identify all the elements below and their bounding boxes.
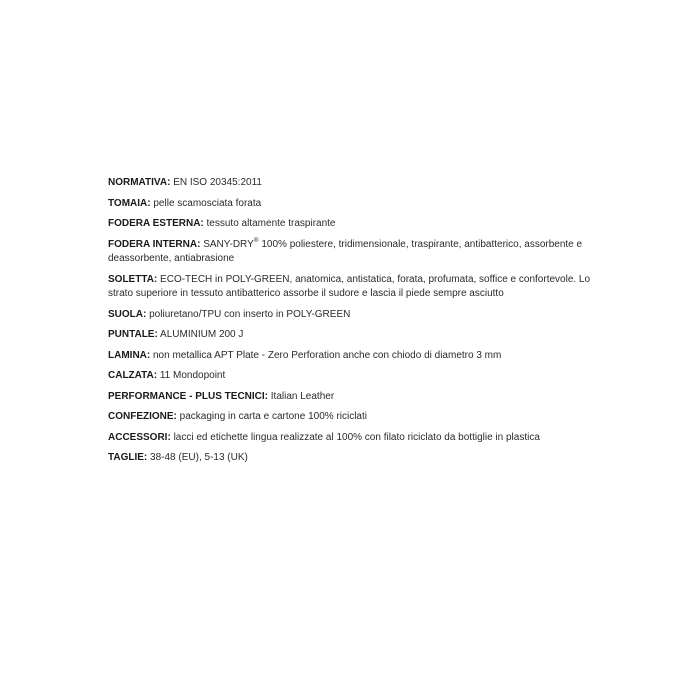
spec-value: packaging in carta e cartone 100% riciclati [179,411,367,422]
spec-row-tomaia [108,197,608,212]
spec-row-fodera-esterna [108,217,608,232]
spec-value: 100% poliestere, tridimensionale, traspirante, antibatterico, assorbente e deassorbente, antiabrasione [108,238,583,264]
spec-label: LAMINA: [108,349,151,361]
spec-row-performance [108,390,608,405]
spec-row-suola [108,308,608,323]
spec-value: ECO-TECH in POLY-GREEN, anatomica, antistatica, forata, profumata, soffice e confortevole. Lo strato superiore in tessuto antibatterico assorbe il sudore e lascia il piede sempre asciutto [108,273,591,299]
spec-label: CALZATA: [108,370,158,381]
spec-row-fodera-interna [108,238,608,267]
spec-value: poliuretano/TPU con inserto in POLY-GREEN [149,308,351,320]
spec-label: CONFEZIONE: [108,411,177,422]
spec-value: EN ISO 20345:2011 [173,177,262,188]
spec-row-soletta [108,273,608,302]
spec-value: tessuto altamente traspirante [206,218,336,229]
spec-label: PERFORMANCE - PLUS TECNICI: [108,390,268,402]
spec-row-normativa [108,176,608,191]
spec-value: ALUMINIUM 200 J [160,329,244,340]
spec-row-confezione [108,410,608,425]
spec-value: lacci ed etichette lingua realizzate al 100% con filato riciclato da bottiglie in plastica [173,431,540,443]
spec-value-brand: SANY-DRY [203,238,254,250]
registered-mark: ® [253,236,259,244]
spec-label: ACCESSORI: [108,431,171,443]
spec-label: FODERA INTERNA: [108,238,201,250]
spec-value: 11 Mondopoint [159,370,226,381]
spec-label: TOMAIA: [108,197,151,209]
spec-row-lamina [108,349,608,364]
spec-row-puntale [108,328,608,343]
spec-label: PUNTALE: [108,329,158,340]
spec-value: non metallica APT Plate - Zero Perforation anche con chiodo di diametro 3 mm [153,349,502,361]
spec-value: Italian Leather [270,390,335,402]
spec-label: FODERA ESTERNA: [108,218,204,229]
spec-value: 38-48 (EU), 5-13 (UK) [150,452,248,463]
spec-label: TAGLIE: [108,452,148,463]
spec-label: SUOLA: [108,308,147,320]
spec-row-calzata [108,369,608,384]
spec-label: SOLETTA: [108,273,158,285]
spec-value: pelle scamosciata forata [153,197,262,209]
spec-label: NORMATIVA: [108,177,171,188]
spec-row-taglie [108,451,608,466]
spec-sheet [108,176,608,472]
spec-row-accessori [108,431,608,446]
